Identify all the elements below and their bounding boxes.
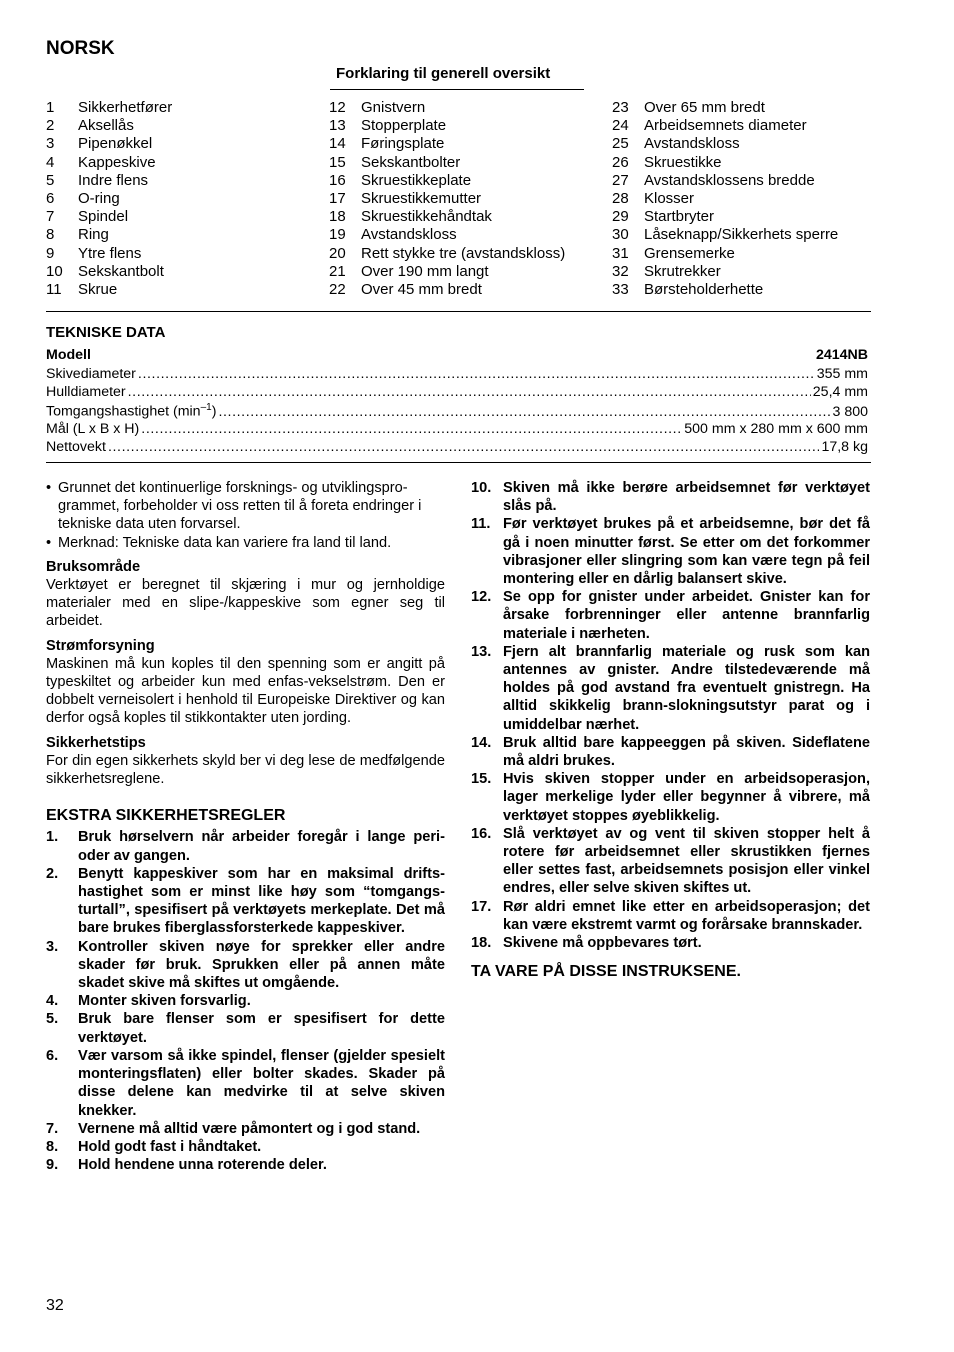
part-label: Aksellås (78, 117, 134, 135)
leader-dots (141, 421, 682, 437)
rule-text: Hold hendene unna roterende deler. (78, 1157, 327, 1174)
rule-item (471, 515, 870, 588)
part-label: Føringsplate (361, 135, 445, 153)
rule-item (471, 898, 870, 934)
part-item (612, 281, 838, 299)
spec-value: 2414NB (815, 347, 868, 363)
part-label: Over 65 mm bredt (644, 99, 765, 116)
part-label: Ring (78, 226, 109, 244)
page-number: 32 (46, 1297, 64, 1314)
overview-title: Forklaring til generell oversikt (336, 65, 551, 82)
spec-value: 500 mm x 280 mm x 600 mm (684, 421, 868, 437)
part-item (46, 208, 172, 226)
part-label: Over 190 mm langt (361, 262, 489, 280)
part-label: Stopperplate (361, 117, 447, 135)
part-number: 23 (612, 99, 629, 116)
spec-label: Skivediameter (46, 366, 136, 382)
part-number: 32 (612, 262, 629, 280)
part-number: 27 (612, 171, 629, 189)
rule-text: Se opp for gnister under arbeidet. Gnister kan for årsake forbrenninger eller antenne brannfarlig materiale i nærheten. (503, 589, 870, 642)
part-number: 25 (612, 135, 629, 153)
part-item (612, 190, 838, 208)
part-number: 10 (46, 262, 63, 280)
part-number: 26 (612, 153, 629, 171)
rule-number: 4. (46, 993, 59, 1010)
leader-dots (218, 404, 830, 420)
part-label: Skrutrekker (644, 262, 721, 280)
rule-item (46, 1156, 445, 1174)
part-label: Rett stykke tre (avstandskloss) (361, 244, 566, 262)
left-column (46, 479, 445, 1174)
part-label: Gnistvern (361, 99, 426, 116)
rule-item (46, 828, 445, 864)
part-label: Kappeskive (78, 153, 156, 171)
leader-dots (138, 366, 815, 382)
rule-text: Vær varsom så ikke spindel, flenser (gjelder spesielt monteringsflaten) eller bolter skades. Skader på disse delene kan medvirke til at selve skiven knekker. (78, 1047, 445, 1119)
part-number: 3 (46, 135, 55, 153)
part-item (329, 245, 565, 263)
spec-row (46, 384, 868, 400)
part-item (612, 263, 838, 281)
rule-item (471, 770, 870, 825)
rule-text: Kontroller skiven nøye for sprekker eller andre skader før bruk. Sprukken eller på annen måte skadet skive må skiftes ut omgående. (78, 938, 445, 992)
part-number: 13 (329, 117, 346, 135)
part-item (46, 99, 172, 117)
rule-item (471, 479, 870, 515)
part-item (46, 245, 172, 263)
part-label: O-ring (78, 190, 120, 208)
parts-column-3 (612, 99, 838, 299)
rule-item (46, 865, 445, 938)
tech-data-title: TEKNISKE DATA (46, 324, 166, 341)
part-label: Skruestikkemutter (361, 190, 482, 208)
rule-number: 3. (46, 938, 59, 955)
rule-number: 6. (46, 1047, 59, 1064)
part-label: Skruestikkeplate (361, 171, 472, 189)
part-label: Avstandsklossens bredde (644, 171, 815, 189)
spec-label: Modell (46, 347, 91, 363)
part-item (46, 281, 172, 299)
part-number: 15 (329, 153, 346, 171)
spec-value: 355 mm (816, 366, 868, 382)
part-item (46, 263, 172, 281)
part-label: Grensemerke (644, 244, 735, 262)
extra-rules-title: EKSTRA SIKKERHETSREGLER (46, 807, 286, 825)
note-item: • Merknad: Tekniske data kan variere fra land til land. (46, 534, 445, 552)
part-item (329, 226, 565, 244)
rule-number: 8. (46, 1138, 59, 1155)
part-number: 1 (46, 99, 55, 116)
spec-label: Mål (L x B x H) (46, 421, 140, 437)
part-label: Arbeidsemnets diameter (644, 117, 807, 135)
part-number: 7 (46, 208, 55, 226)
part-number: 22 (329, 281, 346, 299)
part-number: 28 (612, 190, 629, 208)
part-label: Avstandskloss (361, 226, 457, 244)
rule-item (46, 1138, 445, 1156)
part-label: Indre flens (78, 171, 149, 189)
note-text: Grunnet det kontinuerlige forsknings- og utviklingsprogrammet, forbeholder vi oss retten til å foreta endringer i tekniske data uten forvarsel. (58, 480, 422, 533)
part-number: 2 (46, 117, 55, 135)
rule-text: Bruk bare flenser som er spesifisert for dette verktøyet. (78, 1011, 445, 1046)
rule-number: 2. (46, 865, 59, 882)
part-number: 12 (329, 99, 346, 116)
rule-item (46, 1120, 445, 1138)
part-item (612, 117, 838, 135)
rule-number: 9. (46, 1157, 59, 1174)
part-number: 19 (329, 226, 346, 244)
divider (46, 311, 871, 312)
power-title: Strømforsyning (46, 637, 155, 654)
part-number: 24 (612, 117, 629, 135)
rule-text: Skivene må oppbevares tørt. (503, 935, 702, 952)
rule-text: Hold godt fast i håndtaket. (78, 1138, 262, 1155)
part-label: Avstandskloss (644, 135, 740, 153)
part-number: 9 (46, 244, 55, 262)
part-item (46, 117, 172, 135)
rule-number: 15. (471, 771, 492, 788)
note-text: Merknad: Tekniske data kan variere fra land til land. (58, 534, 392, 551)
part-item (46, 190, 172, 208)
spec-label: Tomgangshastighet $(\min^{-1})$ (46, 402, 217, 420)
part-label: Spindel (78, 208, 129, 226)
rule-text: Før verktøyet brukes på et arbeidsemne, bør det få gå i noen minutter først. Se etter om det forkommer vibrasjoner eller slingring som kan være tegn på feil montering eller en dårlig balansert skive. (503, 516, 870, 588)
language-heading: NORSK (46, 38, 115, 59)
part-number: 14 (329, 135, 346, 153)
part-label: Sikkerhetfører (78, 99, 173, 116)
overview-underline (330, 89, 584, 90)
rule-number: 13. (471, 643, 492, 660)
part-item (329, 135, 565, 153)
part-number: 33 (612, 281, 629, 299)
safety-text: For din egen sikkerhets skyld ber vi deg lese de medfølgende sikkerhetsreglene. (46, 752, 445, 788)
part-item (612, 208, 838, 226)
leader-dots (128, 384, 811, 400)
rule-item (471, 934, 870, 952)
spec-value: 25,4 mm (812, 384, 868, 400)
part-label: Skruestikkehåndtak (361, 208, 492, 226)
part-label: Skrue (78, 281, 118, 299)
part-item (329, 190, 565, 208)
rule-text: Skiven må ikke berøre arbeidsemnet før verktøyet slås på. (503, 480, 870, 515)
part-item (46, 226, 172, 244)
spec-row (46, 366, 868, 382)
rule-number: 14. (471, 734, 492, 751)
keep-instructions: TA VARE PÅ DISSE INSTRUKSENE. (471, 963, 741, 981)
rule-item (471, 825, 870, 898)
use-title: Bruksområde (46, 558, 141, 575)
rule-number: 10. (471, 480, 492, 496)
rule-text: Slå verktøyet av og vent til skiven stopper helt å rotere før arbeidsemnet eller skrustikken fjernes eller settes fast, arbeidsemnets posisjon eller vinkel endres, eller selve skiven skiftes ut. (503, 825, 870, 897)
rule-number: 1. (46, 829, 59, 846)
power-text: Maskinen må kun koples til den spenning som er angitt på typeskiltet og arbeider kun med enfas-vekselstrøm. Den er dobbelt verneisolert i henhold til Europeiske Direktiver og kan derfor også koples til stikkontakter uten jording. (46, 655, 445, 727)
part-label: Klosser (644, 190, 695, 208)
rule-text: Fjern alt brannfarlig materiale og rusk som kan antennes av gnister. Andre tilstedeværende må holdes på god avstand fra eventuelt gnistregn. Ha alltid skikkelig brann-slokningsutstyr parat og i umiddelbar nærhet. (503, 643, 870, 733)
part-item (329, 117, 565, 135)
part-item (329, 281, 565, 299)
part-number: 11 (46, 281, 62, 299)
part-number: 18 (329, 208, 346, 226)
rule-text: Benytt kappeskiver som har en maksimal driftshastighet som er minst like høy som “tomgangsturtall”, spesifisert på verktøyets merkeplate. Det må bare brukes fiberglassforsterkede kappeskiver. (78, 865, 445, 937)
part-item (46, 154, 172, 172)
part-number: 30 (612, 226, 629, 244)
rule-item (46, 992, 445, 1010)
part-item (329, 172, 565, 190)
rule-item (46, 1010, 445, 1046)
rule-item (46, 1047, 445, 1120)
spec-value: 3 800 (832, 403, 868, 420)
rule-text: Vernene må alltid være påmontert og i god stand. (78, 1120, 421, 1137)
spec-row-model (46, 347, 868, 363)
rule-number: 11. (471, 516, 491, 533)
rule-text: Monter skiven forsvarlig. (78, 993, 251, 1010)
spec-row (46, 439, 868, 455)
spec-label: Nettovekt (46, 439, 106, 455)
part-number: 6 (46, 190, 55, 208)
rule-item (471, 734, 870, 770)
part-number: 31 (612, 244, 629, 262)
part-label: Sekskantbolt (78, 262, 164, 280)
part-item (329, 263, 565, 281)
use-text: Verktøyet er beregnet til skjæring i mur og jernholdige materialer med en slipe-/kappeskive som egner seg til arbeidet. (46, 577, 445, 630)
rule-number: 16. (471, 825, 492, 842)
part-item (612, 154, 838, 172)
rule-text: Hvis skiven stopper under en arbeidsoperasjon, lager merkelige lyder eller begynner å vibrere, må verktøyet stoppes øyeblikkelig. (503, 771, 870, 824)
right-column (471, 479, 870, 981)
part-label: Over 45 mm bredt (361, 281, 482, 299)
note-item: • Grunnet det kontinuerlige forsknings- og utviklingsprogrammet, forbeholder vi oss retten til å foreta endringer i tekniske data uten forvarsel. (46, 479, 445, 534)
spec-row (46, 402, 868, 420)
part-number: 20 (329, 244, 346, 262)
part-item (612, 172, 838, 190)
part-number: 8 (46, 226, 55, 244)
part-label: Ytre flens (78, 244, 142, 262)
rule-number: 7. (46, 1120, 59, 1137)
part-item (329, 99, 565, 117)
rule-number: 12. (471, 589, 492, 606)
part-item (46, 135, 172, 153)
part-number: 17 (329, 190, 346, 208)
safety-title: Sikkerhetstips (46, 734, 146, 751)
part-number: 5 (46, 171, 55, 189)
part-label: Børsteholderhette (644, 281, 764, 299)
part-item (612, 99, 838, 117)
rule-number: 18. (471, 935, 492, 952)
spec-label: Hulldiameter (46, 384, 126, 400)
divider (46, 462, 871, 463)
part-label: Pipenøkkel (78, 135, 153, 153)
part-item (329, 154, 565, 172)
rule-text: Rør aldri emnet like etter en arbeidsoperasjon; det kan være ekstremt varmt og forårsake brannskader. (503, 898, 870, 933)
rule-text: Bruk alltid bare kappeeggen på skiven. Sideflatene må aldri brukes. (503, 734, 870, 770)
part-item (329, 208, 565, 226)
parts-column-1 (46, 99, 172, 299)
rule-number: 17. (471, 898, 492, 915)
part-number: 4 (46, 153, 55, 171)
part-number: 16 (329, 171, 346, 189)
rule-item (471, 643, 870, 734)
part-item (612, 135, 838, 153)
part-label: Sekskantbolter (361, 153, 461, 171)
part-label: Startbryter (644, 208, 715, 226)
spec-value: 17,8 kg (821, 439, 868, 455)
part-number: 29 (612, 208, 629, 226)
part-number: 21 (329, 262, 346, 280)
spec-row (46, 421, 868, 437)
part-label: Skruestikke (644, 153, 722, 171)
rule-item (471, 588, 870, 643)
parts-column-2 (329, 99, 565, 299)
part-label: Låseknapp/Sikkerhets sperre (644, 226, 839, 244)
part-item (612, 245, 838, 263)
leader-dots (108, 439, 820, 455)
rule-text: Bruk hørselvern når arbeider foregår i lange perioder av gangen. (78, 829, 445, 864)
rule-item (46, 938, 445, 993)
part-item (46, 172, 172, 190)
rule-number: 5. (46, 1011, 59, 1028)
part-item (612, 226, 838, 244)
